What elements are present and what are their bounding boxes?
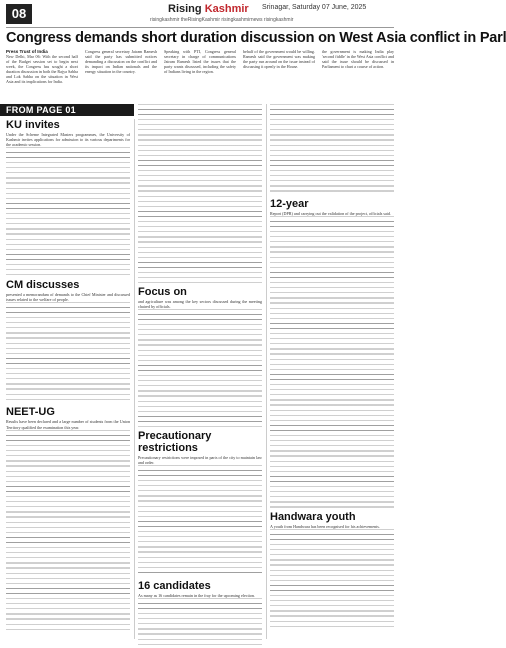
article [270,198,394,508]
article-title: 12-year [270,198,309,210]
article-title: Handwara youth [270,511,356,524]
lead-column [164,49,236,102]
brand-kashmir: Kashmir [204,3,249,15]
text-lines [6,430,130,630]
lead-column [85,49,157,102]
column-divider [266,104,267,639]
text-lines [138,465,262,577]
article-title: CM discusses [6,279,80,292]
column-divider [134,119,135,639]
text-lines [6,147,130,275]
brand-rising: Rising [168,3,202,15]
text-lines [138,104,262,284]
article [138,580,262,648]
from-page-banner [0,104,134,116]
social-handles: risingkashmir theRisingKashmir risingkashmirnews risingkashmir [150,17,294,23]
article-text: Precautionary restrictions were imposed in parts of the city to maintain law and order. [138,455,262,466]
column-2 [138,104,262,639]
page-number: 08 [6,4,32,24]
article [138,286,262,427]
lead-column [322,49,394,102]
lead-text: the government is making India play 'second fiddle' in the West Asia conflict and said the issue should be discussed in Parliament to chart a course of action. [322,49,394,70]
article [138,430,262,577]
from-page-label: FROM PAGE 01 [6,105,76,115]
lead-text: New Delhi, Mar 06: With the second half of the Budget session set to begin next week, the Congress has sought a short duration discussion in both the Rajya Sabha and Lok Sabha on the situation in West Asia and its implications for India. [6,54,78,85]
article-title: KU invites [6,119,60,131]
column-1 [6,119,130,639]
column-3 [270,104,394,639]
text-lines [270,104,394,196]
lead-column [6,49,78,102]
text-lines [270,216,394,508]
article-text: As many as 16 candidates remain in the fray for the upcoming election. [138,593,255,599]
article-title: Focus on [138,286,187,298]
article-text: Results have been declared and a large number of students from the Union Territory qualified the examination this year. [6,419,130,430]
article-text: presented a memorandum of demands to the Chief Minister and discussed issues related to the welfare of people. [6,292,130,303]
lead-text: behalf of the government would be willing. Ramesh said the government was making the party run around on the issue instead of discussing it openly in the House. [243,49,315,70]
byline: Press Trust of India [6,49,48,54]
lead-text: Speaking with PTI, Congress general secretary in charge of communications Jairam Ramesh listed the issues that the party wants discussed, including the safety of Indians living in the region. [164,49,236,75]
article-title: NEET-UG [6,406,55,419]
masthead-rule [6,27,394,28]
article-text: Report (DPR) and carrying out the validation of the project, officials said. [270,211,391,216]
lead-text: Congress general secretary Jairam Ramesh said the party has submitted notices demanding a discussion on the conflict and its impact on Indian nationals and the energy situation in the country. [85,49,157,75]
article-text: Under the Scheme Integrated Masters programmes, the University of Kashmir invites applications for admission to its various departments for the academic session. [6,132,130,148]
lead-story [6,49,394,102]
text-lines [138,598,262,648]
text-lines [270,529,394,629]
headline: Congress demands short duration discussion on West Asia conflict in Parl [6,30,506,46]
article-title: Precautionary restrictions [138,430,212,455]
article-text: and agriculture was among the key sectors discussed during the meeting chaired by officials. [138,299,262,310]
article-title: 16 candidates [138,580,211,593]
article-text: A youth from Handwara has been recognised for his achievements. [270,524,380,530]
dateline: Srinagar, Saturday 07 June, 2025 [262,4,367,11]
article [6,119,130,275]
article [270,511,394,629]
lead-column [243,49,315,102]
article [6,406,130,629]
text-lines [138,309,262,427]
article [6,279,130,402]
masthead [0,0,400,30]
text-lines [6,302,130,402]
brand-logo [168,3,249,15]
